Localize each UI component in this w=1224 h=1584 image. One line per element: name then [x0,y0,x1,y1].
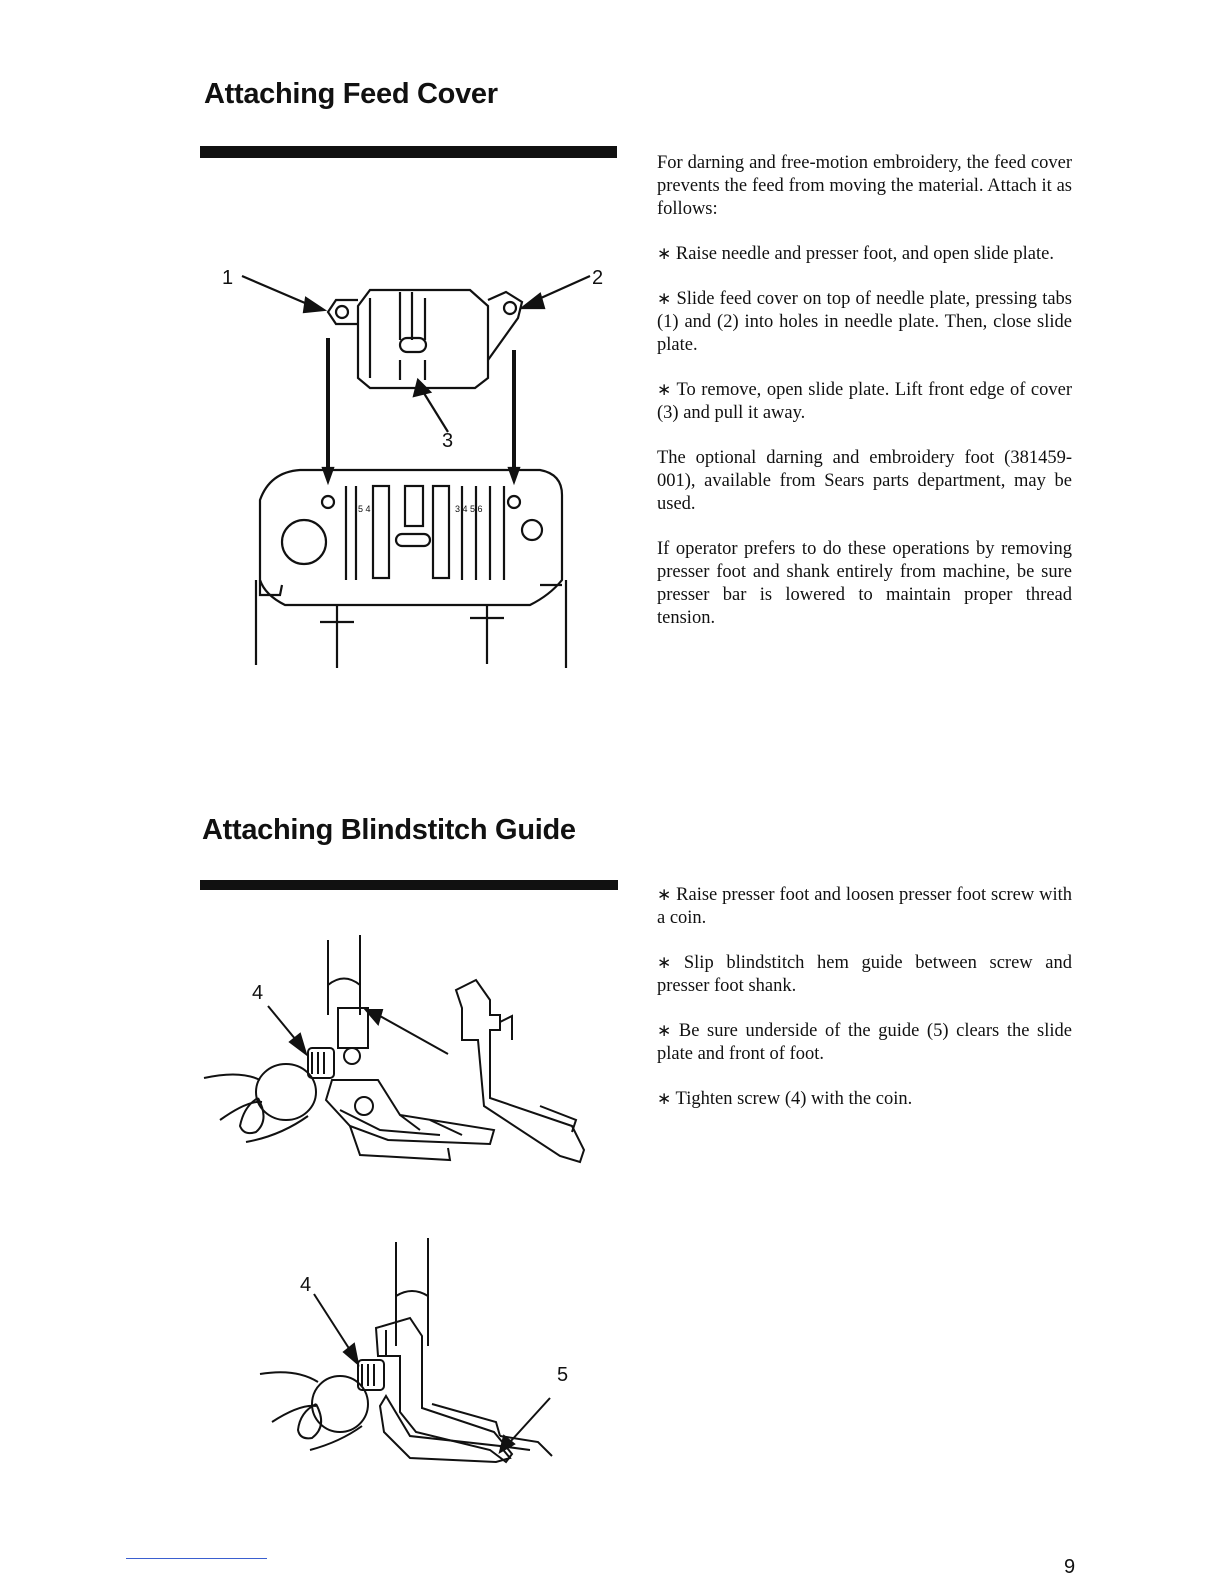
asterisk-bullet-icon: ∗ [657,953,672,973]
asterisk-bullet-icon: ∗ [657,885,672,905]
step-paragraph: ∗ Slide feed cover on top of needle plate, pressing tabs (1) and (2) into holes in needle plate. Then, close slide plate. [657,289,1073,355]
hand-with-coin [204,1064,316,1142]
presser-foot [326,1080,494,1160]
step-paragraph: ∗ Tighten screw (4) with the coin. [657,1089,913,1109]
step-paragraph: ∗ To remove, open slide plate. Lift front edge of cover (3) and pull it away. [657,380,1072,423]
callout-1: 1 [222,267,234,289]
intro-paragraph: For darning and free-motion embroidery, the feed cover prevents the feed from moving the material. Attach it as follows: [657,153,1072,219]
footer-line [126,1558,267,1559]
asterisk-bullet-icon: ∗ [657,380,672,400]
section-rule-feed-cover [200,146,617,158]
step-paragraph: ∗ Be sure underside of the guide (5) clears the slide plate and front of foot. [657,1021,1072,1064]
callout-4: 4 [300,1274,312,1296]
asterisk-bullet-icon: ∗ [657,1021,672,1041]
step-paragraph: ∗ Raise needle and presser foot, and open slide plate. [657,244,1054,264]
feed-cover-instructions [657,152,1072,652]
section-rule-blindstitch [200,880,618,890]
asterisk-bullet-icon: ∗ [657,244,672,264]
presser-foot-screw [308,1048,334,1078]
callout-5: 5 [557,1364,569,1386]
note-paragraph: The optional darning and embroidery foot (381459-001), available from Sears parts department, may be used. [657,448,1072,514]
callout-3: 3 [442,430,454,452]
note-paragraph: If operator prefers to do these operations by removing presser foot and shank entirely from machine, be sure presser bar is lowered to maintain proper thread tension. [657,539,1072,628]
presser-foot [380,1396,552,1462]
blindstitch-loosen-illustration [200,930,600,1180]
needle-plate [260,470,562,605]
asterisk-bullet-icon: ∗ [657,1089,672,1109]
callout-4: 4 [252,982,264,1004]
section-title-feed-cover: Attaching Feed Cover [204,78,498,110]
section-title-blindstitch-guide: Attaching Blindstitch Guide [202,814,576,846]
page-number: 9 [1064,1556,1076,1578]
feed-cover-piece [328,290,522,388]
asterisk-bullet-icon: ∗ [657,289,672,309]
blindstitch-instructions [657,884,1072,1133]
hand-with-coin [260,1372,368,1450]
step-paragraph: ∗ Slip blindstitch hem guide between screw and presser foot shank. [657,953,1072,996]
plate-numbers-right: 3 4 5 6 [455,504,483,514]
callout-2: 2 [592,267,604,289]
plate-numbers-left: 5 4 [358,504,371,514]
step-paragraph: ∗ Raise presser foot and loosen presser foot screw with a coin. [657,885,1072,928]
blindstitch-installed-illustration [200,1236,600,1476]
blindstitch-guide [456,980,584,1162]
feed-cover-illustration [200,250,604,680]
